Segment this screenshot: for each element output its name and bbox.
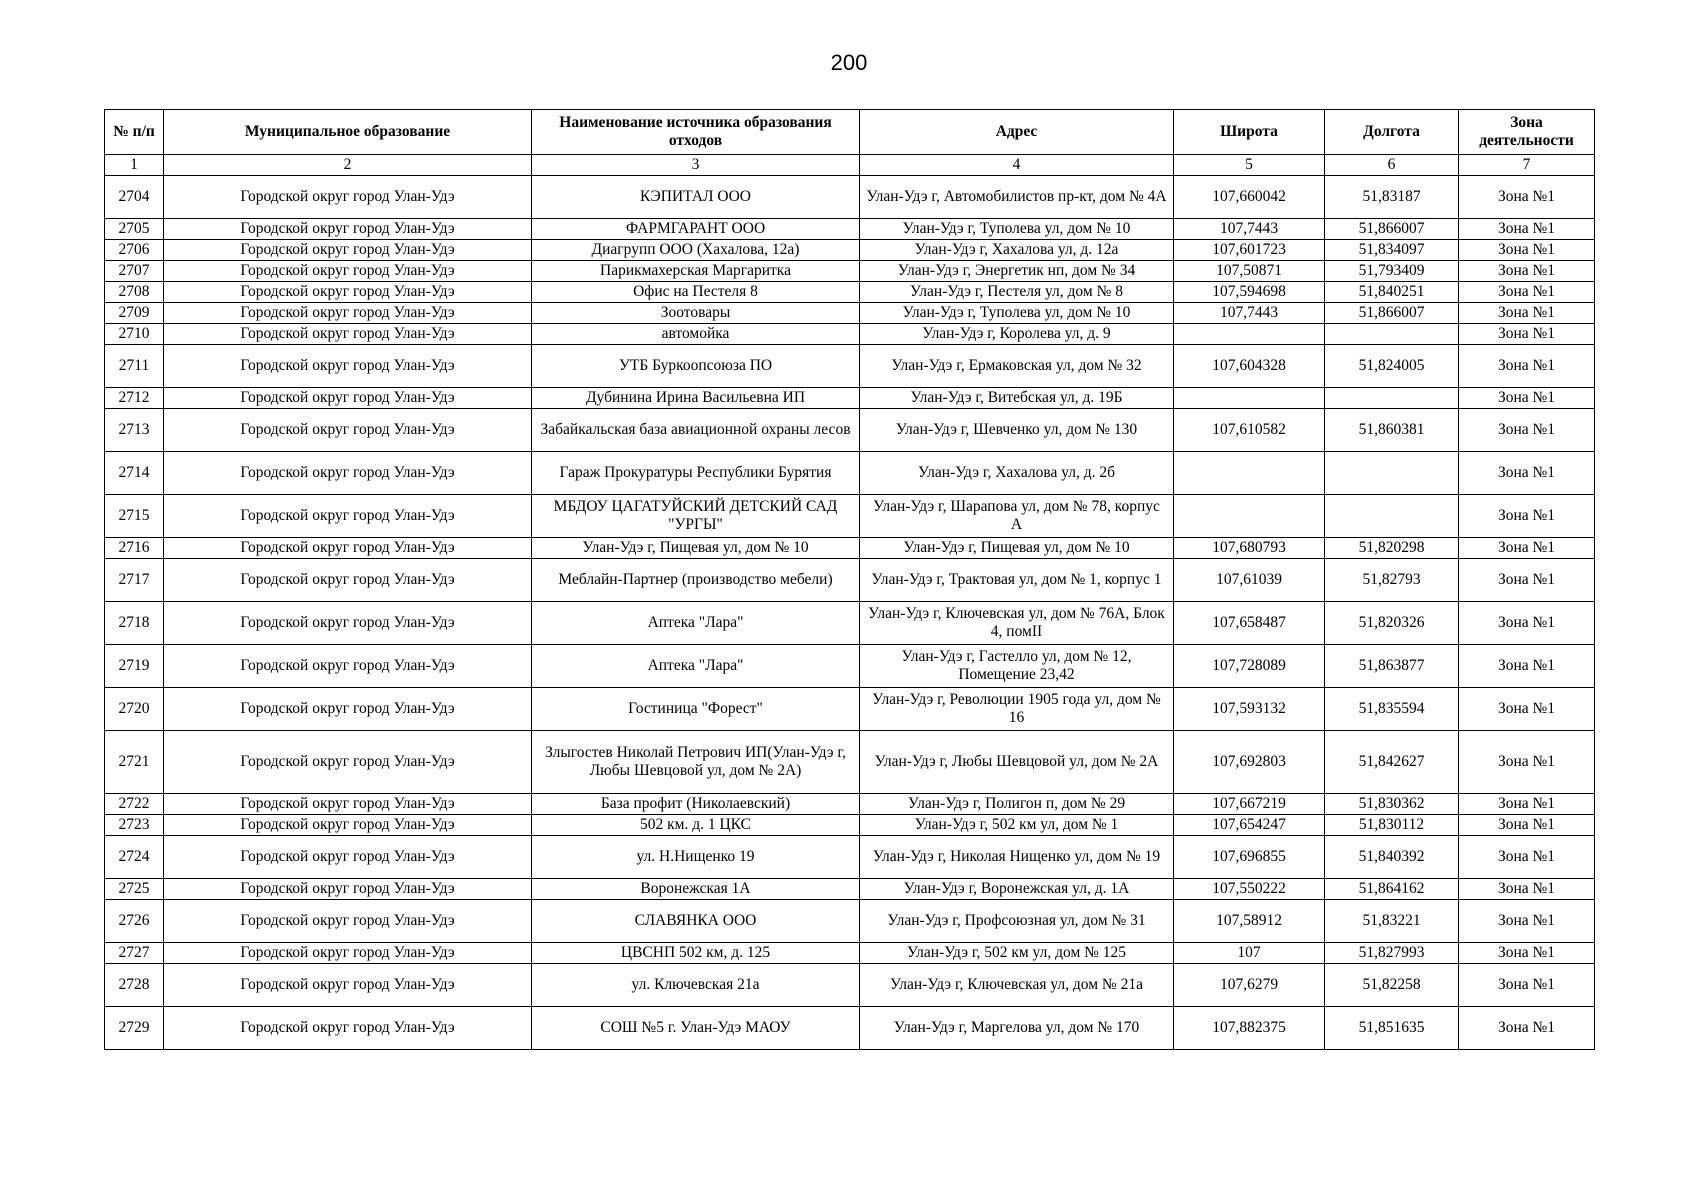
table-cell: МБДОУ ЦАГАТУЙСКИЙ ДЕТСКИЙ САД "УРГЫ": [532, 495, 860, 538]
table-cell: 2705: [105, 219, 164, 240]
table-cell: Улан-Удэ г, Полигон п, дом № 29: [860, 794, 1174, 815]
table-cell: Зона №1: [1459, 731, 1595, 794]
table-cell: Воронежская 1А: [532, 879, 860, 900]
table-body: [105, 176, 1595, 1050]
table-cell: Улан-Удэ г, Профсоюзная ул, дом № 31: [860, 900, 1174, 943]
table-cell: Улан-Удэ г, 502 км ул, дом № 125: [860, 943, 1174, 964]
table-row: [105, 303, 1595, 324]
column-number: 7: [1459, 155, 1595, 176]
table-cell: 2704: [105, 176, 164, 219]
table-cell: Забайкальская база авиационной охраны лесов: [532, 409, 860, 452]
table-cell: Зона №1: [1459, 303, 1595, 324]
table-cell: 2722: [105, 794, 164, 815]
table-cell: 107,680793: [1174, 538, 1325, 559]
table-cell: 51,835594: [1325, 688, 1459, 731]
table-cell: Городской округ город Улан-Удэ: [164, 282, 532, 303]
table-cell: 51,851635: [1325, 1007, 1459, 1050]
table-cell: СОШ №5 г. Улан-Удэ МАОУ: [532, 1007, 860, 1050]
table-row: [105, 731, 1595, 794]
table-cell: 2708: [105, 282, 164, 303]
header-cell: № п/п: [105, 110, 164, 155]
table-cell: автомойка: [532, 324, 860, 345]
table-cell: Зона №1: [1459, 282, 1595, 303]
table-cell: 107,594698: [1174, 282, 1325, 303]
table-cell: Офис на Пестеля 8: [532, 282, 860, 303]
table-cell: Улан-Удэ г, Трактовая ул, дом № 1, корпус 1: [860, 559, 1174, 602]
table-cell: Зона №1: [1459, 409, 1595, 452]
table-cell: КЭПИТАЛ ООО: [532, 176, 860, 219]
table-cell: Аптека "Лара": [532, 645, 860, 688]
table-cell: Улан-Удэ г, Ключевская ул, дом № 76А, Блок 4, помII: [860, 602, 1174, 645]
table-cell: Городской округ город Улан-Удэ: [164, 879, 532, 900]
table-cell: 2707: [105, 261, 164, 282]
table-cell: 107,50871: [1174, 261, 1325, 282]
table-cell: ул. Ключевская 21а: [532, 964, 860, 1007]
table-cell: Зона №1: [1459, 943, 1595, 964]
table-cell: 51,830362: [1325, 794, 1459, 815]
table-cell: 107,7443: [1174, 303, 1325, 324]
table-row: [105, 1007, 1595, 1050]
table-cell: СЛАВЯНКА ООО: [532, 900, 860, 943]
table-cell: 2718: [105, 602, 164, 645]
table-row: [105, 345, 1595, 388]
table-cell: 51,820298: [1325, 538, 1459, 559]
table-cell: [1325, 452, 1459, 495]
table-row: [105, 388, 1595, 409]
table-cell: 2710: [105, 324, 164, 345]
table-cell: Зона №1: [1459, 345, 1595, 388]
table-cell: 51,83187: [1325, 176, 1459, 219]
table-cell: Зона №1: [1459, 495, 1595, 538]
table-cell: Городской округ город Улан-Удэ: [164, 388, 532, 409]
table-cell: Улан-Удэ г, Пестеля ул, дом № 8: [860, 282, 1174, 303]
table-cell: [1325, 388, 1459, 409]
table-cell: [1325, 495, 1459, 538]
table-row: [105, 815, 1595, 836]
header-cell: Муниципальное образование: [164, 110, 532, 155]
table-cell: ФАРМГАРАНТ ООО: [532, 219, 860, 240]
table-cell: Городской округ город Улан-Удэ: [164, 345, 532, 388]
table-cell: Зона №1: [1459, 324, 1595, 345]
table-cell: Диагрупп ООО (Хахалова, 12а): [532, 240, 860, 261]
table-cell: Злыгостев Николай Петрович ИП(Улан-Удэ г, Любы Шевцовой ул, дом № 2А): [532, 731, 860, 794]
table-cell: Парикмахерская Маргаритка: [532, 261, 860, 282]
table-cell: Зона №1: [1459, 645, 1595, 688]
table-cell: Городской округ город Улан-Удэ: [164, 943, 532, 964]
table-cell: Улан-Удэ г, Гастелло ул, дом № 12, Помещение 23,42: [860, 645, 1174, 688]
table-cell: 2714: [105, 452, 164, 495]
table-cell: Городской округ город Улан-Удэ: [164, 1007, 532, 1050]
table-cell: 107,550222: [1174, 879, 1325, 900]
table-cell: Городской округ город Улан-Удэ: [164, 261, 532, 282]
table-row: [105, 452, 1595, 495]
column-number: 6: [1325, 155, 1459, 176]
table-cell: 51,860381: [1325, 409, 1459, 452]
table-row: [105, 219, 1595, 240]
table-cell: 51,864162: [1325, 879, 1459, 900]
table-cell: ул. Н.Нищенко 19: [532, 836, 860, 879]
table-cell: 51,820326: [1325, 602, 1459, 645]
table-cell: [1174, 452, 1325, 495]
header-cell: Зона деятельности: [1459, 110, 1595, 155]
column-number: 1: [105, 155, 164, 176]
table-cell: Городской округ город Улан-Удэ: [164, 559, 532, 602]
table-cell: Зона №1: [1459, 240, 1595, 261]
table-cell: Улан-Удэ г, Пищевая ул, дом № 10: [532, 538, 860, 559]
table-row: [105, 176, 1595, 219]
table-cell: 2706: [105, 240, 164, 261]
table-row: [105, 240, 1595, 261]
table-cell: Улан-Удэ г, Революции 1905 года ул, дом № 16: [860, 688, 1174, 731]
table-cell: Улан-Удэ г, Витебская ул, д. 19Б: [860, 388, 1174, 409]
table-row: [105, 409, 1595, 452]
table-cell: Улан-Удэ г, Маргелова ул, дом № 170: [860, 1007, 1174, 1050]
table-cell: 107,7443: [1174, 219, 1325, 240]
table-cell: Городской округ город Улан-Удэ: [164, 731, 532, 794]
table-cell: 2724: [105, 836, 164, 879]
waste-sources-table: [104, 109, 1595, 1050]
column-number: 5: [1174, 155, 1325, 176]
table-cell: Городской округ город Улан-Удэ: [164, 815, 532, 836]
header-row: [105, 110, 1595, 155]
table-cell: Зона №1: [1459, 538, 1595, 559]
table-cell: Зона №1: [1459, 176, 1595, 219]
table-cell: 2715: [105, 495, 164, 538]
table-cell: 107,61039: [1174, 559, 1325, 602]
table-cell: Городской округ город Улан-Удэ: [164, 645, 532, 688]
table-cell: Улан-Удэ г, Ключевская ул, дом № 21а: [860, 964, 1174, 1007]
table-row: [105, 324, 1595, 345]
table-cell: Улан-Удэ г, Шевченко ул, дом № 130: [860, 409, 1174, 452]
table-cell: Зона №1: [1459, 559, 1595, 602]
table-cell: 107,593132: [1174, 688, 1325, 731]
table-cell: 51,827993: [1325, 943, 1459, 964]
table-cell: Зона №1: [1459, 879, 1595, 900]
table-row: [105, 879, 1595, 900]
table-row: [105, 688, 1595, 731]
table-cell: Зона №1: [1459, 452, 1595, 495]
table-cell: 2713: [105, 409, 164, 452]
table-cell: Зона №1: [1459, 261, 1595, 282]
table-cell: 107,696855: [1174, 836, 1325, 879]
table-cell: 107,667219: [1174, 794, 1325, 815]
table-cell: 107,660042: [1174, 176, 1325, 219]
table-cell: Городской округ город Улан-Удэ: [164, 836, 532, 879]
table-cell: Городской округ город Улан-Удэ: [164, 964, 532, 1007]
table-cell: Городской округ город Улан-Удэ: [164, 794, 532, 815]
table-cell: Городской округ город Улан-Удэ: [164, 176, 532, 219]
table-cell: 51,840392: [1325, 836, 1459, 879]
table-cell: 107,6279: [1174, 964, 1325, 1007]
table-cell: Зона №1: [1459, 219, 1595, 240]
table-cell: 2720: [105, 688, 164, 731]
table-cell: 51,824005: [1325, 345, 1459, 388]
table-cell: База профит (Николаевский): [532, 794, 860, 815]
table-row: [105, 495, 1595, 538]
header-cell: Наименование источника образования отходов: [532, 110, 860, 155]
table-cell: 107: [1174, 943, 1325, 964]
table-cell: Улан-Удэ г, Николая Нищенко ул, дом № 19: [860, 836, 1174, 879]
header-cell: Долгота: [1325, 110, 1459, 155]
table-cell: Зона №1: [1459, 964, 1595, 1007]
table-cell: 107,882375: [1174, 1007, 1325, 1050]
table-row: [105, 900, 1595, 943]
table-cell: 2711: [105, 345, 164, 388]
table-cell: Зона №1: [1459, 815, 1595, 836]
table-cell: 51,842627: [1325, 731, 1459, 794]
table-cell: Городской округ город Улан-Удэ: [164, 900, 532, 943]
table-cell: Гостиница "Форест": [532, 688, 860, 731]
table-cell: Городской округ город Улан-Удэ: [164, 219, 532, 240]
table-cell: Городской округ город Улан-Удэ: [164, 409, 532, 452]
table-row: [105, 538, 1595, 559]
column-number: 2: [164, 155, 532, 176]
table-cell: Меблайн-Партнер (производство мебели): [532, 559, 860, 602]
page-number: 200: [830, 50, 868, 75]
table-cell: Зоотовары: [532, 303, 860, 324]
table-cell: 107,658487: [1174, 602, 1325, 645]
table-row: [105, 645, 1595, 688]
table-cell: Улан-Удэ г, Любы Шевцовой ул, дом № 2А: [860, 731, 1174, 794]
table-cell: Городской округ город Улан-Удэ: [164, 452, 532, 495]
table-cell: Городской округ город Улан-Удэ: [164, 688, 532, 731]
table-cell: Зона №1: [1459, 688, 1595, 731]
table-cell: Городской округ город Улан-Удэ: [164, 240, 532, 261]
table-cell: 51,793409: [1325, 261, 1459, 282]
table-cell: Городской округ город Улан-Удэ: [164, 538, 532, 559]
table-cell: Улан-Удэ г, Автомобилистов пр-кт, дом № 4А: [860, 176, 1174, 219]
table-cell: 51,863877: [1325, 645, 1459, 688]
table-cell: 107,728089: [1174, 645, 1325, 688]
table-cell: 51,830112: [1325, 815, 1459, 836]
table-cell: Зона №1: [1459, 388, 1595, 409]
table-cell: [1174, 388, 1325, 409]
table-cell: Улан-Удэ г, Шарапова ул, дом № 78, корпус А: [860, 495, 1174, 538]
table-row: [105, 282, 1595, 303]
table-cell: 107,654247: [1174, 815, 1325, 836]
table-cell: Улан-Удэ г, Хахалова ул, д. 2б: [860, 452, 1174, 495]
table-cell: 2728: [105, 964, 164, 1007]
column-number: 3: [532, 155, 860, 176]
table-cell: 51,82258: [1325, 964, 1459, 1007]
table-cell: Улан-Удэ г, Хахалова ул, д. 12а: [860, 240, 1174, 261]
table-cell: [1174, 495, 1325, 538]
table-cell: 107,601723: [1174, 240, 1325, 261]
table-cell: Улан-Удэ г, Пищевая ул, дом № 10: [860, 538, 1174, 559]
table-cell: 2717: [105, 559, 164, 602]
table-row: [105, 602, 1595, 645]
table-row: [105, 794, 1595, 815]
table-cell: 2712: [105, 388, 164, 409]
table-cell: УТБ Буркоопсоюза ПО: [532, 345, 860, 388]
table-cell: 107,692803: [1174, 731, 1325, 794]
column-number-row: [105, 155, 1595, 176]
table-cell: 2727: [105, 943, 164, 964]
table-row: [105, 836, 1595, 879]
table-row: [105, 964, 1595, 1007]
table-cell: Аптека "Лара": [532, 602, 860, 645]
table-cell: 107,604328: [1174, 345, 1325, 388]
table-cell: 51,82793: [1325, 559, 1459, 602]
table-cell: 51,840251: [1325, 282, 1459, 303]
table-cell: Дубинина Ирина Васильевна ИП: [532, 388, 860, 409]
table-cell: 51,866007: [1325, 303, 1459, 324]
table-cell: 107,58912: [1174, 900, 1325, 943]
table-row: [105, 559, 1595, 602]
table-cell: 2723: [105, 815, 164, 836]
table-cell: Зона №1: [1459, 1007, 1595, 1050]
table-cell: Городской округ город Улан-Удэ: [164, 602, 532, 645]
table-row: [105, 261, 1595, 282]
header-cell: Широта: [1174, 110, 1325, 155]
table-cell: Зона №1: [1459, 836, 1595, 879]
table-cell: Городской округ город Улан-Удэ: [164, 495, 532, 538]
table-cell: Улан-Удэ г, 502 км ул, дом № 1: [860, 815, 1174, 836]
table-cell: 2709: [105, 303, 164, 324]
table-cell: Зона №1: [1459, 900, 1595, 943]
table-cell: Улан-Удэ г, Ермаковская ул, дом № 32: [860, 345, 1174, 388]
table-cell: 2729: [105, 1007, 164, 1050]
table-cell: Улан-Удэ г, Воронежская ул, д. 1А: [860, 879, 1174, 900]
header-cell: Адрес: [860, 110, 1174, 155]
table-cell: Улан-Удэ г, Королева ул, д. 9: [860, 324, 1174, 345]
table-cell: Зона №1: [1459, 602, 1595, 645]
table-cell: [1325, 324, 1459, 345]
table-cell: Улан-Удэ г, Энергетик нп, дом № 34: [860, 261, 1174, 282]
table-cell: Улан-Удэ г, Туполева ул, дом № 10: [860, 303, 1174, 324]
table-cell: 107,610582: [1174, 409, 1325, 452]
table-cell: Гараж Прокуратуры Республики Бурятия: [532, 452, 860, 495]
table-cell: Городской округ город Улан-Удэ: [164, 303, 532, 324]
table-cell: 51,83221: [1325, 900, 1459, 943]
table-cell: ЦВСНП 502 км, д. 125: [532, 943, 860, 964]
table-cell: 2725: [105, 879, 164, 900]
table-row: [105, 943, 1595, 964]
table-cell: 2719: [105, 645, 164, 688]
table-cell: 2716: [105, 538, 164, 559]
table-cell: 51,866007: [1325, 219, 1459, 240]
table-cell: Зона №1: [1459, 794, 1595, 815]
table-cell: Городской округ город Улан-Удэ: [164, 324, 532, 345]
table-cell: 2721: [105, 731, 164, 794]
table-cell: 2726: [105, 900, 164, 943]
table-cell: [1174, 324, 1325, 345]
column-number: 4: [860, 155, 1174, 176]
table-cell: Улан-Удэ г, Туполева ул, дом № 10: [860, 219, 1174, 240]
table-cell: 502 км. д. 1 ЦКС: [532, 815, 860, 836]
table-cell: 51,834097: [1325, 240, 1459, 261]
